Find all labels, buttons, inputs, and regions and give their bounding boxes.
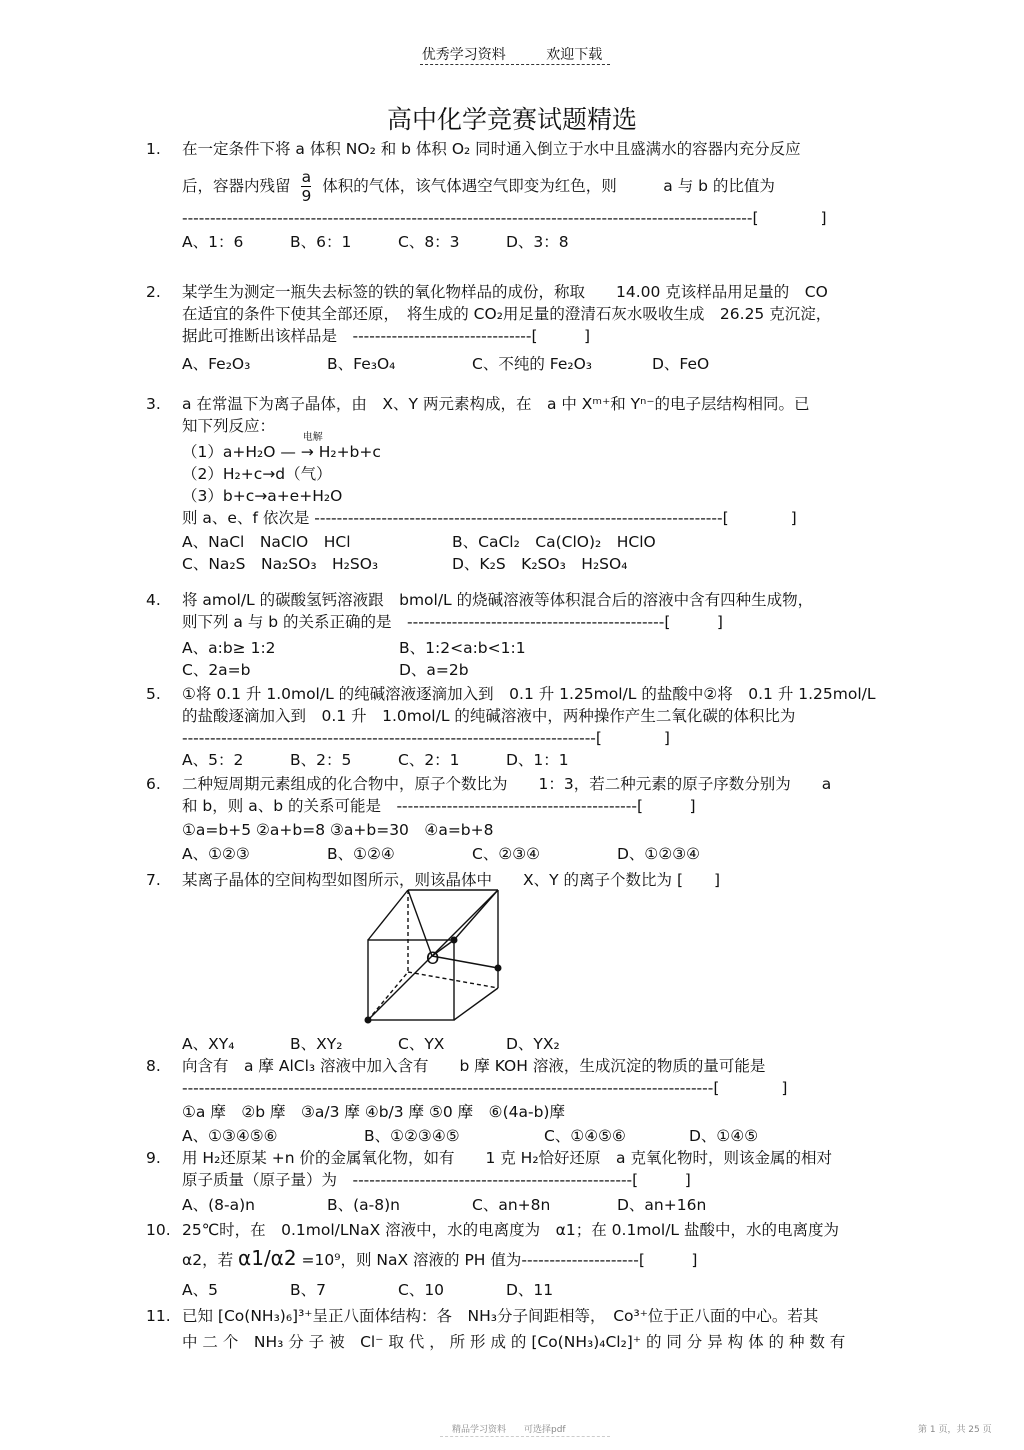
options xyxy=(182,353,882,375)
question-10-body xyxy=(182,1219,882,1301)
option-b: B、①②③④⑤ xyxy=(364,1127,460,1145)
options xyxy=(182,843,882,865)
option-c: C、②③④ xyxy=(472,845,541,863)
option-c: C、an+8n xyxy=(472,1196,551,1214)
bond-line xyxy=(432,890,498,956)
question-number: 2. xyxy=(146,283,161,301)
option-a: A、Fe₂O₃ xyxy=(182,355,251,373)
question-text-part: 后，容器内残留 xyxy=(182,177,291,195)
question-number: 7. xyxy=(146,871,161,889)
question-6-body xyxy=(182,773,882,865)
question-11-body xyxy=(182,1305,882,1353)
alpha-ratio: α1/α2 xyxy=(238,1246,297,1270)
question-text: 某离子晶体的空间构型如图所示，则该晶体中 X、Y 的离子个数比为 [ ] xyxy=(182,871,721,889)
options xyxy=(182,1033,882,1055)
crystal-structure-figure xyxy=(350,884,520,1034)
option-a: A、5：2 xyxy=(182,751,244,769)
question-text: 将 amol/L 的碳酸氢钙溶液跟 bmol/L 的烧碱溶液等体积混合后的溶液中含有四种生成物， xyxy=(182,591,814,609)
question-text: 知下列反应： xyxy=(182,417,276,435)
reaction-left: （1）a+H₂O — xyxy=(182,443,296,461)
option-b: B、(a-8)n xyxy=(327,1196,401,1214)
option-c: C、Na₂S Na₂SO₃ H₂SO₃ xyxy=(182,555,379,573)
bond-line xyxy=(408,890,432,956)
question-text-part: =10⁹，则 NaX 溶液的 PH 值为---------------------[ ] xyxy=(301,1251,698,1269)
question-choices: ①a 摩 ②b 摩 ③a/3 摩 ④b/3 摩 ⑤0 摩 ⑥(4a-b)摩 xyxy=(182,1103,565,1121)
question-2-body xyxy=(182,281,882,375)
question-9-body xyxy=(182,1147,882,1216)
options xyxy=(182,1194,882,1216)
option-d: D、11 xyxy=(506,1281,554,1299)
question-text: 在一定条件下将 a 体积 NO₂ 和 b 体积 O₂ 同时通入倒立于水中且盛满水的容器内充分反应 xyxy=(182,140,801,158)
ion-dot xyxy=(365,1017,372,1024)
question-text: 的盐酸逐滴加入到 0.1 升 1.0mol/L 的纯碱溶液中，两种操作产生二氧化碳的体积比为 xyxy=(182,707,796,725)
numerator: a xyxy=(301,168,312,186)
question-choices: ①a=b+5 ②a+b=8 ③a+b=30 ④a=b+8 xyxy=(182,821,494,839)
reaction-2: （2）H₂+c→d（气） xyxy=(182,465,332,483)
option-c: C、不纯的 Fe₂O₃ xyxy=(472,355,592,373)
question-number: 5. xyxy=(146,685,161,703)
page-title: 高中化学竞赛试题精选 xyxy=(386,105,637,134)
option-b: B、①②④ xyxy=(327,845,395,863)
option-c: C、YX xyxy=(398,1035,445,1053)
option-b: B、2：5 xyxy=(290,751,352,769)
option-a: A、(8-a)n xyxy=(182,1196,255,1214)
cube-edge xyxy=(368,890,408,940)
option-a: A、1：6 xyxy=(182,233,244,251)
question-3-body xyxy=(182,393,882,575)
option-d: D、①②③④ xyxy=(617,845,701,863)
question-number: 6. xyxy=(146,775,161,793)
question-text: 据此可推断出该样品是 --------------------------------[ ] xyxy=(182,327,591,345)
option-d: D、FeO xyxy=(652,355,710,373)
option-d: D、YX₂ xyxy=(506,1035,560,1053)
option-d: D、K₂S K₂SO₃ H₂SO₄ xyxy=(452,555,628,573)
question-7-body xyxy=(182,869,882,891)
question-number: 11. xyxy=(146,1307,171,1325)
options xyxy=(182,659,882,681)
reaction-1 xyxy=(182,432,882,463)
options xyxy=(182,1279,882,1301)
option-b: B、Fe₃O₄ xyxy=(327,355,396,373)
question-text-part: 体积的气体，该气体遇空气即变为红色，则 a 与 b 的比值为 xyxy=(322,177,775,195)
fraction xyxy=(301,168,311,205)
option-a: A、①②③ xyxy=(182,845,250,863)
cube-hidden-edge xyxy=(408,972,498,988)
bond-line xyxy=(432,956,498,968)
option-d: D、a=2b xyxy=(399,661,469,679)
question-number: 4. xyxy=(146,591,161,609)
option-d: D、①④⑤ xyxy=(689,1127,759,1145)
answer-blank: -----------------------------------------------------------------------------------------------[ ] xyxy=(182,1079,788,1097)
cube-hidden-edge xyxy=(368,972,408,1020)
bond-line xyxy=(368,956,432,1020)
option-d: D、3：8 xyxy=(506,233,569,251)
header-right: 欢迎下载 xyxy=(546,47,603,63)
page-number: 第 1 页，共 25 页 xyxy=(918,1425,992,1435)
cube-edge xyxy=(454,988,498,1020)
question-number: 9. xyxy=(146,1149,161,1167)
option-c: C、10 xyxy=(398,1281,445,1299)
question-text: 在适宜的条件下使其全部还原， 将生成的 CO₂用足量的澄清石灰水吸收生成 26.25 克沉淀， xyxy=(182,305,832,323)
option-d: D、an+16n xyxy=(617,1196,707,1214)
option-c: C、①④⑤⑥ xyxy=(544,1127,626,1145)
question-7-options xyxy=(182,1033,882,1055)
question-text xyxy=(182,1247,882,1271)
question-text xyxy=(182,168,882,205)
question-text: 中 二 个 NH₃ 分 子 被 Cl⁻ 取 代 ， 所 形 成 的 [Co(NH₃)₄Cl₂]⁺ 的 同 分 异 构 体 的 种 数 有 xyxy=(182,1333,846,1351)
footer-divider xyxy=(440,1436,610,1437)
question-text: 某学生为测定一瓶失去标签的铁的氧化物样品的成份，称取 14.00 克该样品用足量的 CO xyxy=(182,283,828,301)
question-text: 向含有 a 摩 AlCl₃ 溶液中加入含有 b 摩 KOH 溶液，生成沉淀的物质的量可能是 xyxy=(182,1057,766,1075)
question-text: 则下列 a 与 b 的关系正确的是 ----------------------------------------------[ ] xyxy=(182,613,723,631)
option-b: B、1:2<a:b<1:1 xyxy=(399,639,526,657)
reaction-condition: 电解 xyxy=(302,432,323,443)
question-text: 25℃时，在 0.1mol/LNaX 溶液中，水的电离度为 α1；在 0.1mol/L 盐酸中，水的电离度为 xyxy=(182,1221,839,1239)
option-b: B、7 xyxy=(290,1281,326,1299)
ion-dot xyxy=(451,937,458,944)
center-ion-label: O xyxy=(426,949,440,969)
question-5-body xyxy=(182,683,882,771)
answer-blank: --------------------------------------------------------------------------[ ] xyxy=(182,729,670,747)
option-a: A、NaCl NaClO HCl xyxy=(182,533,351,551)
question-text: a 在常温下为离子晶体，由 X、Y 两元素构成，在 a 中 Xᵐ⁺和 Yⁿ⁻的电子层结构相同。已 xyxy=(182,395,810,413)
denominator: 9 xyxy=(301,187,312,205)
question-number: 8. xyxy=(146,1057,161,1075)
option-b: B、XY₂ xyxy=(290,1035,343,1053)
question-text: 已知 [Co(NH₃)₆]³⁺呈正八面体结构：各 NH₃分子间距相等， Co³⁺位于正八面的中心。若其 xyxy=(182,1307,819,1325)
page-header xyxy=(0,44,1024,64)
header-divider xyxy=(420,64,610,65)
answer-blank: ------------------------------------------------------------------------------------------------------[ ] xyxy=(182,209,827,227)
options xyxy=(182,231,882,253)
option-d: D、1：1 xyxy=(506,751,569,769)
option-a: A、5 xyxy=(182,1281,218,1299)
options xyxy=(182,553,882,575)
options xyxy=(182,531,882,553)
option-a: A、a:b≥ 1:2 xyxy=(182,639,276,657)
reaction-right: → H₂+b+c xyxy=(300,443,381,461)
question-8-body xyxy=(182,1055,882,1147)
option-c: C、2a=b xyxy=(182,661,251,679)
option-c: C、2：1 xyxy=(398,751,460,769)
question-text-part: α2，若 xyxy=(182,1251,234,1269)
options xyxy=(182,749,882,771)
answer-blank: 则 a、e、f 依次是 -------------------------------------------------------------------------[ ] xyxy=(182,509,797,527)
question-text: 用 H₂还原某 +n 价的金属氧化物，如有 1 克 H₂恰好还原 a 克氧化物时，则该金属的相对 xyxy=(182,1149,832,1167)
question-text: 和 b，则 a、b 的关系可能是 -------------------------------------------[ ] xyxy=(182,797,696,815)
reaction-3: （3）b+c→a+e+H₂O xyxy=(182,487,343,505)
option-b: B、CaCl₂ Ca(ClO)₂ HClO xyxy=(452,533,656,551)
options xyxy=(182,637,882,659)
question-text: ①将 0.1 升 1.0mol/L 的纯碱溶液逐滴加入到 0.1 升 1.25mol/L 的盐酸中②将 0.1 升 1.25mol/L xyxy=(182,685,876,703)
question-text: 原子质量（原子量）为 --------------------------------------------------[ ] xyxy=(182,1171,691,1189)
question-1-body xyxy=(182,138,882,253)
option-b: B、6：1 xyxy=(290,233,352,251)
question-number: 10. xyxy=(146,1221,171,1239)
question-4-body xyxy=(182,589,882,681)
header-left: 优秀学习资料 xyxy=(421,47,506,63)
question-text: 二种短周期元素组成的化合物中，原子个数比为 1：3，若二种元素的原子序数分别为 a xyxy=(182,775,832,793)
option-a: A、①③④⑤⑥ xyxy=(182,1127,278,1145)
options xyxy=(182,1125,882,1147)
option-a: A、XY₄ xyxy=(182,1035,235,1053)
footer-left: 精品学习资料 可选择pdf xyxy=(452,1425,566,1435)
ion-dot xyxy=(495,965,502,972)
question-number: 3. xyxy=(146,395,161,413)
option-c: C、8：3 xyxy=(398,233,460,251)
question-number: 1. xyxy=(146,140,161,158)
